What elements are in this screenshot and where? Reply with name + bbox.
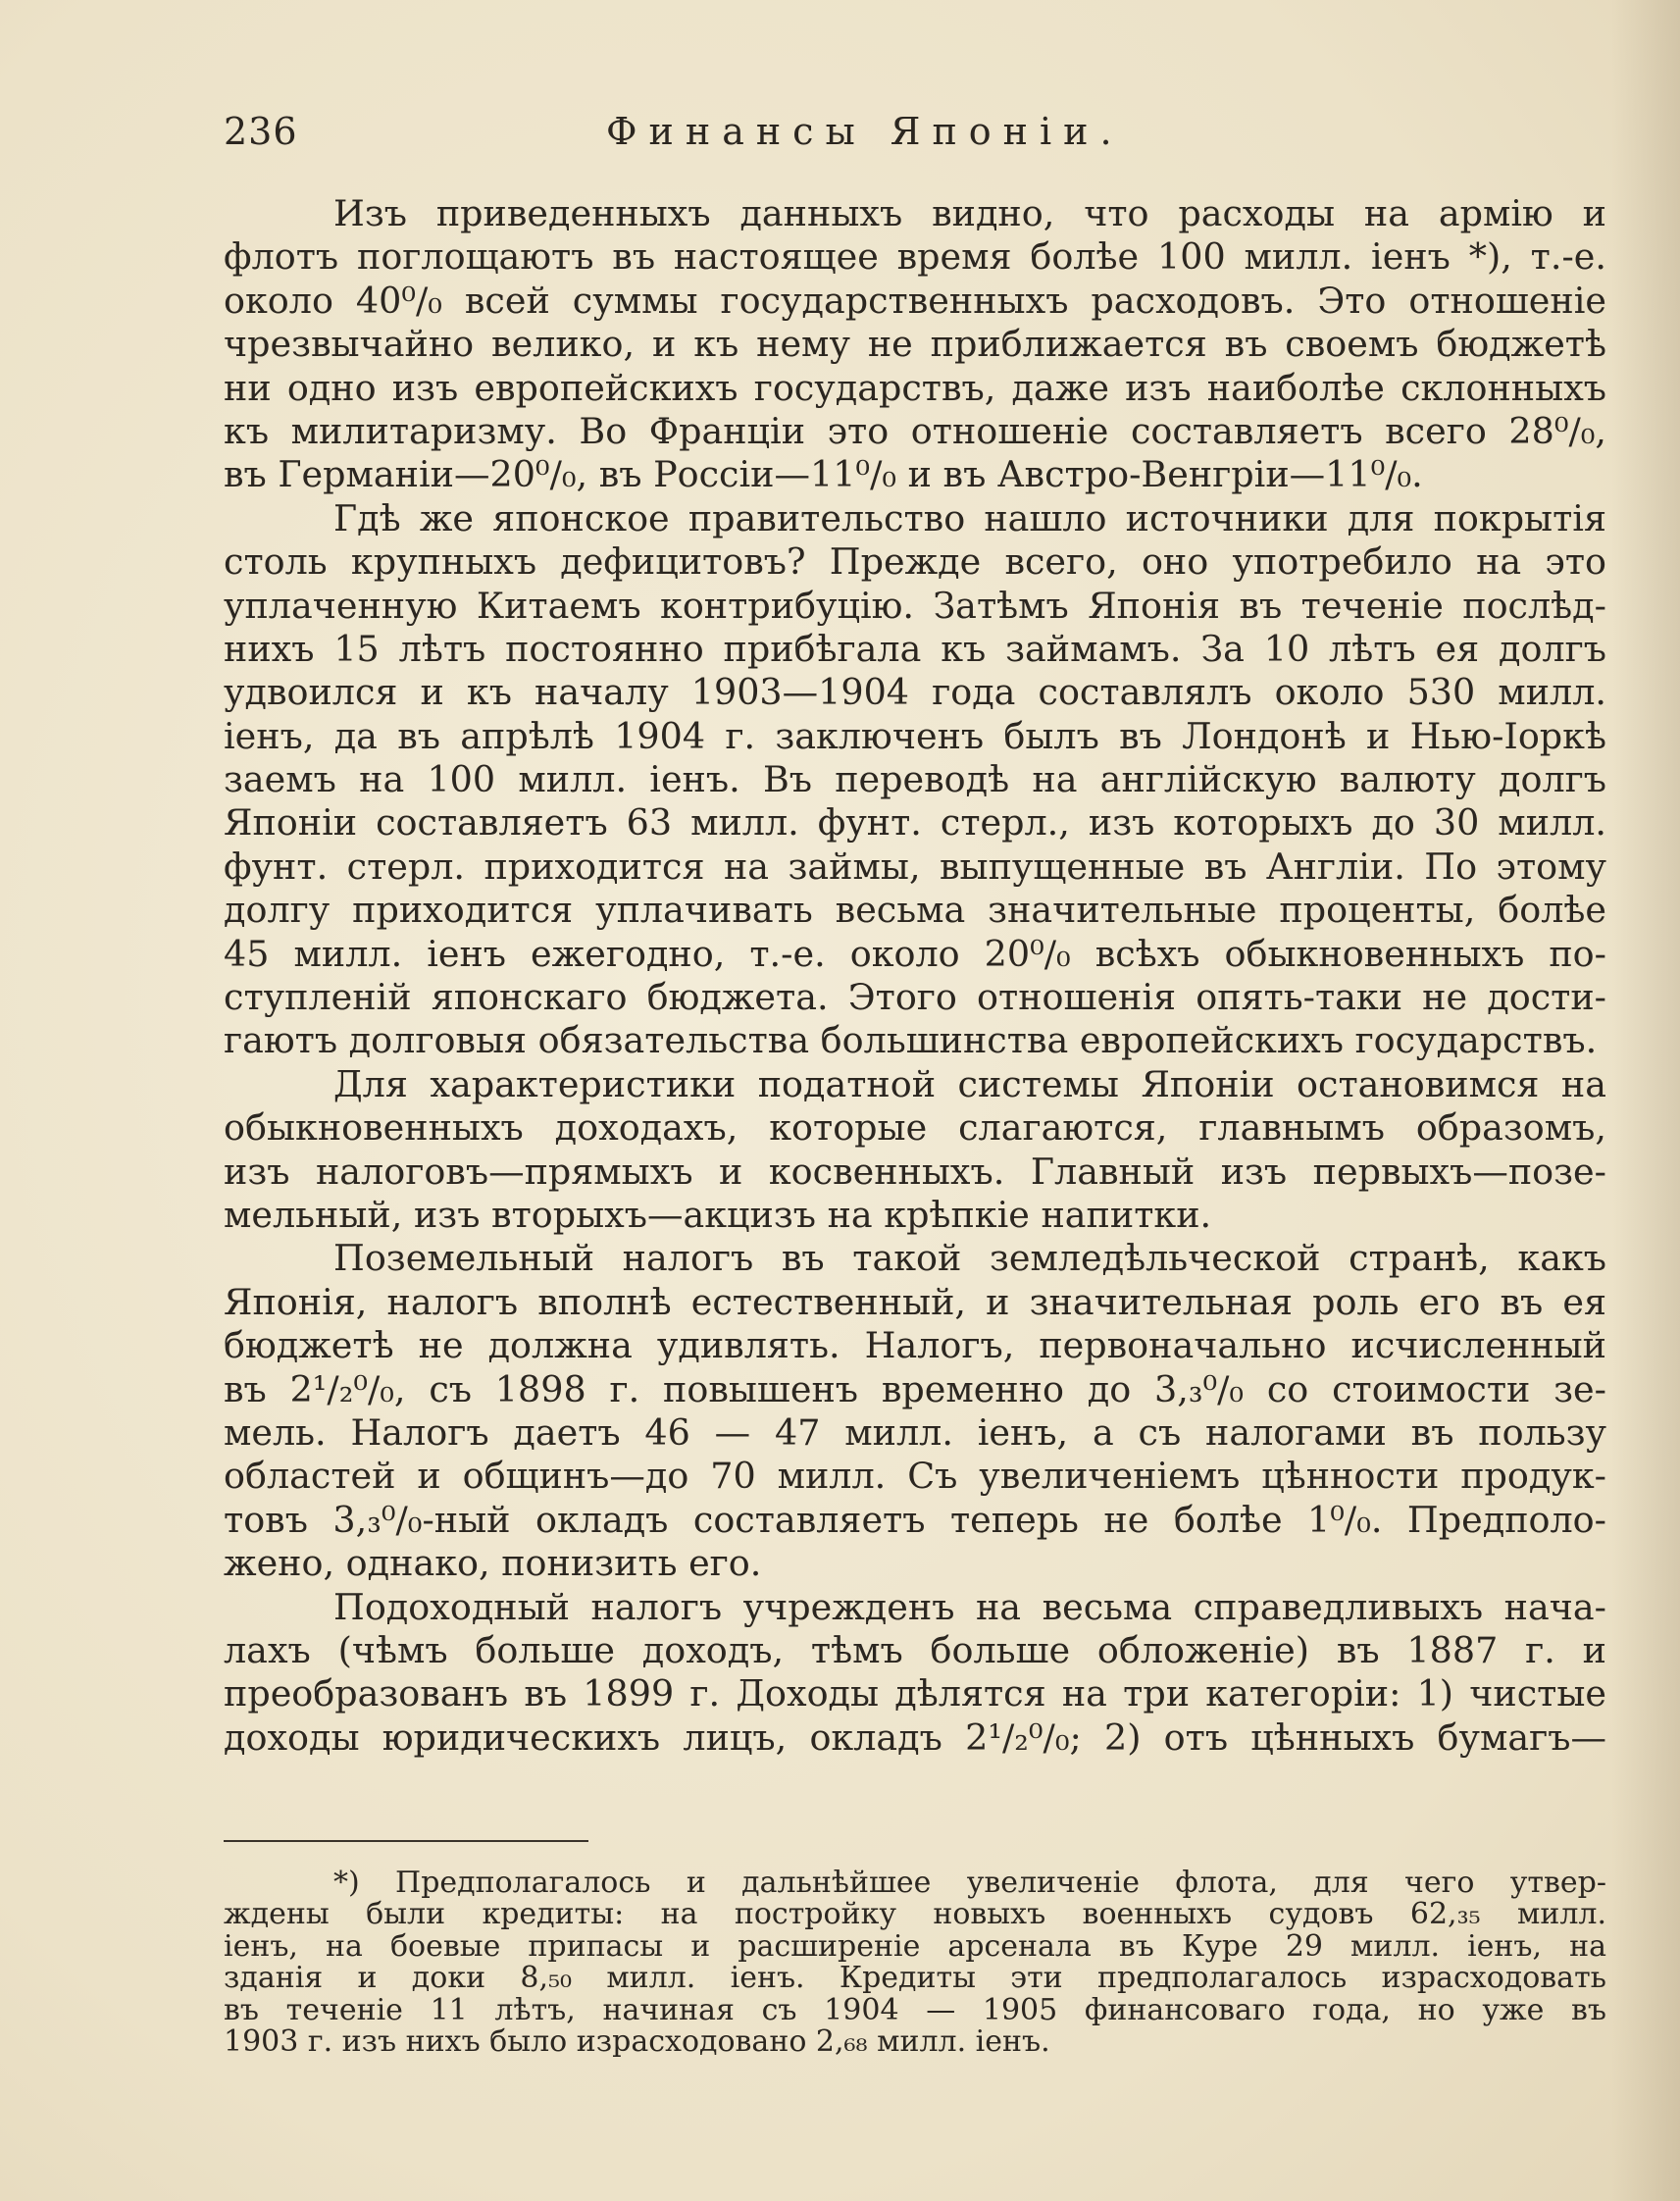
footnote-rule — [224, 1840, 588, 1842]
text-line: удвоился и къ началу 1903—1904 года составлялъ около 530 милл. — [224, 671, 1606, 714]
footnote-line: іенъ, на боевые припасы и расширеніе арсенала въ Куре 29 милл. іенъ, на — [224, 1930, 1606, 1964]
text-line: уплаченную Китаемъ контрибуцію. Затѣмъ Японія въ теченіе послѣд- — [224, 584, 1606, 627]
page-header — [224, 110, 1219, 169]
text-line: заемъ на 100 милл. іенъ. Въ переводѣ на англійскую валюту долгъ — [224, 758, 1606, 801]
text-line: въ 2¹/₂⁰/₀, съ 1898 г. повышенъ временно до 3,₃⁰/₀ со стоимости зе- — [224, 1367, 1606, 1410]
text-line: фунт. стерл. приходится на займы, выпущенные въ Англіи. По этому — [224, 845, 1606, 888]
body-text — [224, 192, 1606, 1760]
text-line: изъ налоговъ—прямыхъ и косвенныхъ. Главный изъ первыхъ—позе- — [224, 1150, 1606, 1193]
text-line: Изъ приведенныхъ данныхъ видно, что расходы на армію и — [333, 192, 1606, 234]
text-line: долгу приходится уплачивать весьма значительные проценты, болѣе — [224, 889, 1606, 932]
text-line: Японія, налогъ вполнѣ естественный, и значительная роль его въ ея — [224, 1280, 1606, 1323]
text-line: Гдѣ же японское правительство нашло источники для покрытія — [333, 496, 1606, 539]
text-line: жено, однако, понизить его. — [224, 1542, 762, 1585]
footnote-line: ждены были кредиты: на постройку новыхъ военныхъ судовъ 62,₃₅ милл. — [224, 1899, 1606, 1931]
text-line: мель. Налогъ даетъ 46 — 47 милл. іенъ, а съ налогами въ пользу — [224, 1410, 1606, 1454]
text-line: ни одно изъ европейскихъ государствъ, даже изъ наиболѣе склонныхъ — [224, 366, 1606, 409]
text-line: Для характеристики податной системы Японіи остановимся на — [333, 1062, 1606, 1105]
text-line: лахъ (чѣмъ больше доходъ, тѣмъ больше обложеніе) въ 1887 г. и — [224, 1628, 1606, 1671]
text-line: чрезвычайно велико, и къ нему не приближается въ своемъ бюджетѣ — [224, 323, 1606, 366]
text-line: обыкновенныхъ доходахъ, которые слагаются, главнымъ образомъ, — [224, 1106, 1606, 1150]
text-line: гаютъ долговыя обязательства большинства европейскихъ государствъ. — [224, 1019, 1598, 1062]
running-title: Финансы Японіи. — [606, 110, 1124, 153]
text-line: Японіи составляетъ 63 милл. фунт. стерл., изъ которыхъ до 30 милл. — [224, 801, 1606, 845]
page-edge-shadow — [1611, 0, 1680, 2201]
text-line: доходы юридическихъ лицъ, окладъ 2¹/₂⁰/₀; 2) отъ цѣнныхъ бумагъ— — [224, 1715, 1606, 1759]
text-line: бюджетѣ не должна удивлять. Налогъ, первоначально исчисленный — [224, 1324, 1606, 1367]
text-line: около 40⁰/₀ всей суммы государственныхъ расходовъ. Это отношеніе — [224, 279, 1606, 322]
text-line: флотъ поглощаютъ въ настоящее время болѣе 100 милл. іенъ *), т.-е. — [224, 235, 1606, 279]
text-line: нихъ 15 лѣтъ постоянно прибѣгала къ займамъ. За 10 лѣтъ ея долгъ — [224, 627, 1606, 670]
text-line: мельный, изъ вторыхъ—акцизъ на крѣпкіе напитки. — [224, 1193, 1212, 1236]
page-number: 236 — [224, 110, 298, 153]
text-line: къ милитаризму. Во Франціи это отношеніе составляетъ всего 28⁰/₀, — [224, 409, 1606, 452]
text-line: областей и общинъ—до 70 милл. Съ увеличеніемъ цѣнности продук- — [224, 1455, 1606, 1498]
footnote — [224, 1868, 1606, 2058]
text-line: Подоходный налогъ учрежденъ на весьма справедливыхъ нача- — [333, 1585, 1606, 1628]
text-line: іенъ, да въ апрѣлѣ 1904 г. заключенъ былъ въ Лондонѣ и Нью-Іоркѣ — [224, 714, 1606, 757]
text-line: товъ 3,₃⁰/₀-ный окладъ составляетъ теперь не болѣе 1⁰/₀. Предполо- — [224, 1498, 1606, 1541]
footnote-line: 1903 г. изъ нихъ было израсходовано 2,₆₈ милл. іенъ. — [224, 2025, 1050, 2059]
text-line: ступленій японскаго бюджета. Этого отношенія опять-таки не дости- — [224, 976, 1606, 1019]
text-line: 45 милл. іенъ ежегодно, т.-е. около 20⁰/₀ всѣхъ обыкновенныхъ по- — [224, 932, 1606, 975]
text-line: въ Германіи—20⁰/₀, въ Россіи—11⁰/₀ и въ Австро-Венгріи—11⁰/₀. — [224, 453, 1423, 496]
footnote-line: въ теченіе 11 лѣтъ, начиная съ 1904 — 1905 финансоваго года, но уже въ — [224, 1994, 1606, 2026]
footnote-line: *) Предполагалось и дальнѣйшее увеличеніе флота, для чего утвер- — [333, 1868, 1606, 1900]
text-line: преобразованъ въ 1899 г. Доходы дѣлятся на три категоріи: 1) чистые — [224, 1672, 1606, 1715]
text-line: Поземельный налогъ въ такой земледѣльческой странѣ, какъ — [333, 1237, 1606, 1280]
footnote-line: зданія и доки 8,₅₀ милл. іенъ. Кредиты эти предполагалось израсходовать — [224, 1963, 1606, 1995]
text-line: столь крупныхъ дефицитовъ? Прежде всего, оно употребило на это — [224, 540, 1606, 584]
